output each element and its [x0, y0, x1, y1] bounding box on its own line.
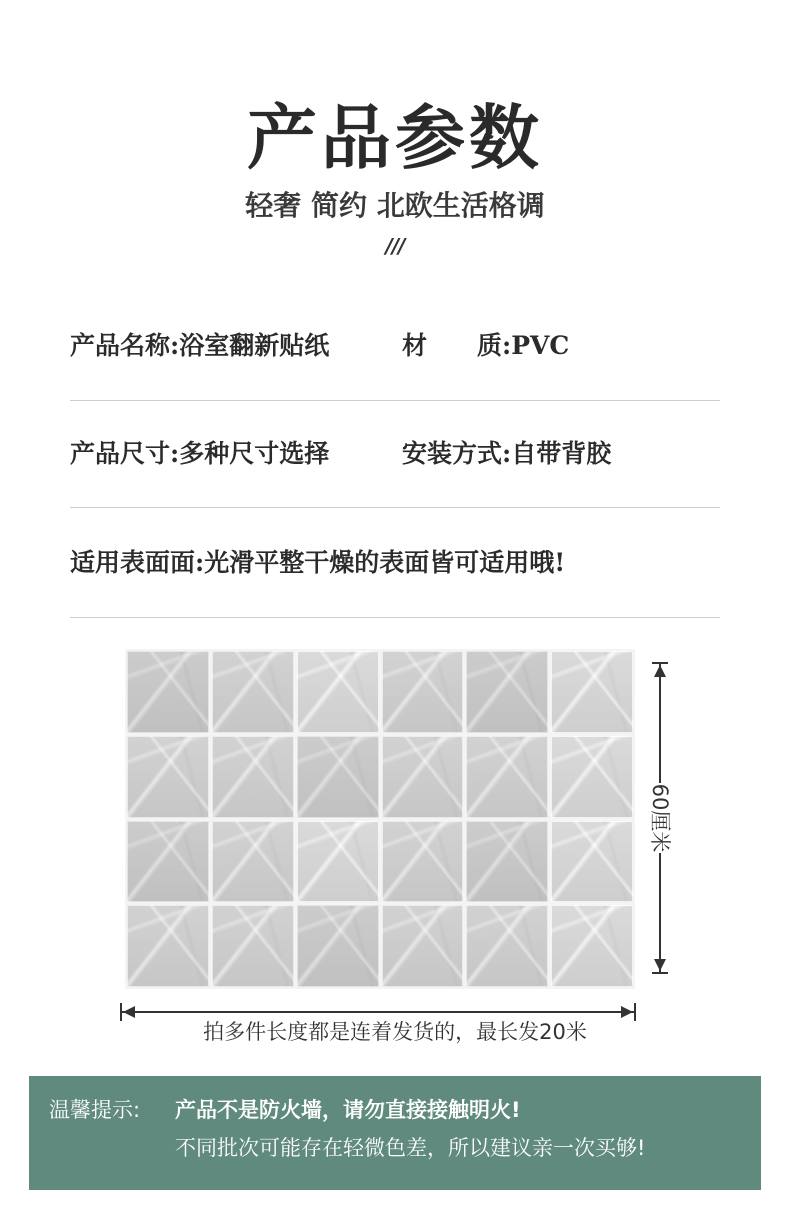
marble-tile	[466, 821, 548, 903]
marble-tile	[127, 905, 209, 987]
marble-tile	[212, 821, 294, 903]
marble-tile	[551, 821, 633, 903]
spec-value-name: 浴室翻新贴纸	[179, 331, 330, 360]
marble-tile	[551, 905, 633, 987]
page-subtitle: 轻奢 简约 北欧生活格调	[245, 189, 545, 222]
marble-tile	[212, 905, 294, 987]
spec-label-name: 产品名称:	[70, 331, 180, 360]
spec-label-install: 安装方式:	[402, 439, 512, 468]
arrow-up-icon	[654, 665, 666, 677]
spec-row-name-material	[70, 328, 720, 364]
height-dimension-line	[650, 662, 670, 974]
marble-tile	[127, 651, 209, 733]
spec-row-surface	[70, 545, 720, 581]
divider	[70, 617, 720, 618]
divider	[70, 400, 720, 401]
height-label: 60厘米	[640, 783, 680, 853]
dimension-bar	[120, 1011, 636, 1013]
marble-tile	[551, 736, 633, 818]
dimension-cap-top	[652, 662, 668, 664]
divider	[70, 507, 720, 508]
marble-tile	[382, 821, 464, 903]
marble-tile	[297, 905, 379, 987]
notice-box	[29, 1076, 761, 1190]
length-caption: 拍多件长度都是连着发货的，最长发20米	[203, 1020, 587, 1044]
spec-label-surface: 适用表面面:	[70, 548, 205, 577]
marble-tile	[382, 905, 464, 987]
notice-line-color: 不同批次可能存在轻微色差，所以建议亲一次买够!	[175, 1136, 646, 1160]
marble-tile	[297, 821, 379, 903]
marble-tile	[551, 651, 633, 733]
spec-label-size: 产品尺寸:	[70, 439, 180, 468]
marble-tile	[382, 651, 464, 733]
marble-tile	[382, 736, 464, 818]
decorative-slashes: ///	[385, 234, 405, 258]
notice-line-fire: 产品不是防火墙，请勿直接接触明火!	[175, 1098, 521, 1122]
marble-tile	[297, 651, 379, 733]
notice-label: 温馨提示:	[49, 1098, 141, 1122]
marble-tile	[212, 651, 294, 733]
marble-tile	[466, 651, 548, 733]
arrow-down-icon	[654, 959, 666, 971]
dimension-cap-bottom	[652, 972, 668, 974]
marble-tile	[466, 736, 548, 818]
spec-value-surface: 光滑平整干燥的表面皆可适用哦!	[204, 548, 566, 577]
marble-tile-product-image	[125, 649, 635, 989]
marble-tile	[212, 736, 294, 818]
spec-value-install: 自带背胶	[511, 439, 612, 468]
marble-tile	[127, 821, 209, 903]
marble-tile	[127, 736, 209, 818]
page-title: 产品参数	[247, 96, 543, 179]
spec-row-size-install	[70, 436, 720, 472]
spec-label-material: 材 质:	[402, 331, 512, 360]
marble-tile	[297, 736, 379, 818]
spec-value-material: PVC	[511, 331, 570, 360]
marble-tile	[466, 905, 548, 987]
spec-value-size: 多种尺寸选择	[179, 439, 330, 468]
